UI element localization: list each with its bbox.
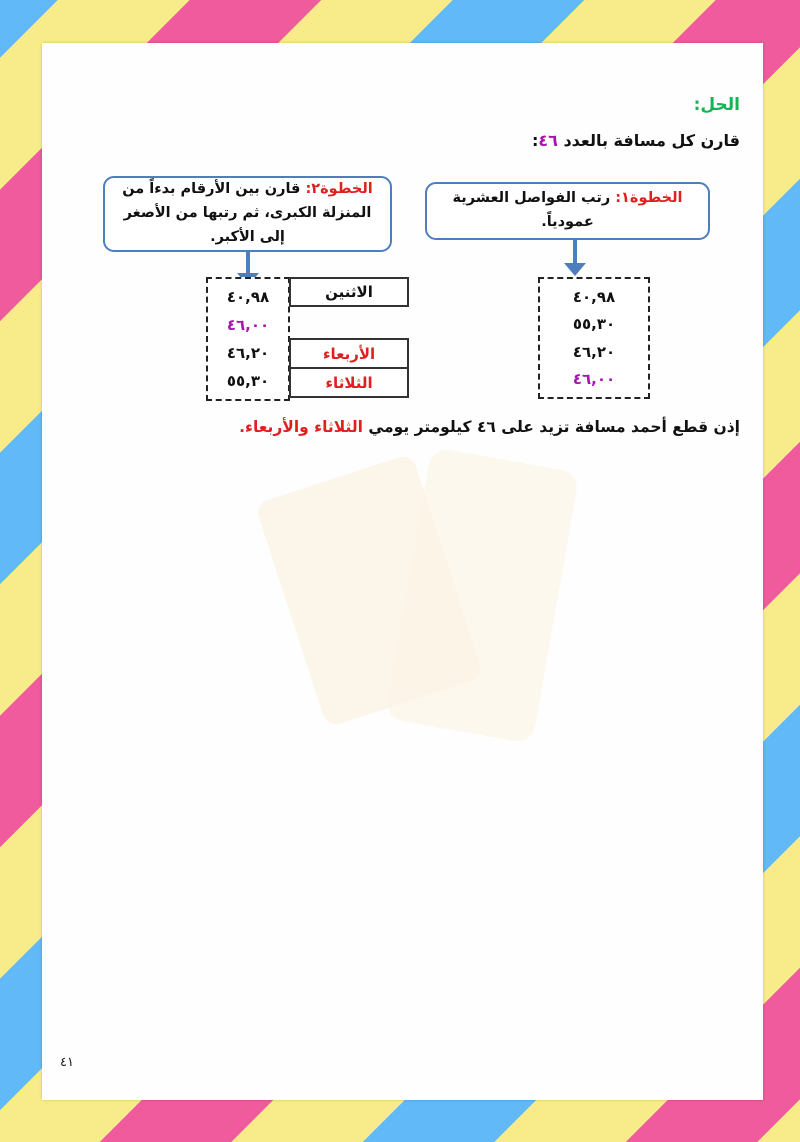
solution-heading: الحل: <box>693 95 740 115</box>
down-arrow-icon <box>564 240 586 276</box>
step1-numbers-box <box>538 277 650 399</box>
conclusion-line <box>239 418 740 436</box>
step2-numbers-box <box>206 277 290 401</box>
instruction-line <box>532 131 740 150</box>
step2-text <box>115 178 380 250</box>
step2-label: الخطوة٢: <box>305 181 373 198</box>
instruction-text: قارن كل مسافة بالعدد <box>557 131 740 150</box>
number-row: ٤٠,٩٨ <box>226 288 270 306</box>
conclusion-text: إذن قطع أحمد مسافة تزيد على ٤٦ كيلومتر يومي <box>362 418 740 436</box>
day-label-tuesday: الثلاثاء <box>289 367 409 398</box>
publisher-watermark-icon <box>384 447 579 744</box>
number-row-highlighted: ٤٦,٠٠ <box>572 370 616 389</box>
day-label-wednesday: الأربعاء <box>289 338 409 369</box>
conclusion-highlight: الثلاثاء والأربعاء. <box>239 418 363 436</box>
worksheet-page <box>42 43 763 1100</box>
arrow-head <box>564 263 586 276</box>
number-row-highlighted: ٤٦,٠٠ <box>226 316 270 334</box>
day-label-monday: الاثنين <box>289 277 409 307</box>
number-row: ٤٠,٩٨ <box>572 287 616 306</box>
instruction-colon: : <box>531 131 539 150</box>
arrow-stem <box>246 252 250 274</box>
step2-body: قارن بين الأرقام بدءاً من المنزلة الكبرى، ثم رتبها من الأصغر إلى الأكبر. <box>122 181 372 245</box>
arrow-stem <box>573 240 577 264</box>
step1-label: الخطوة١: <box>615 190 683 207</box>
step1-body: رتب الفواصل العشرية عمودياً. <box>452 190 616 230</box>
page-number: ٤١ <box>60 1055 74 1070</box>
step1-callout <box>425 182 710 240</box>
number-row: ٥٥,٣٠ <box>226 372 270 390</box>
number-row: ٥٥,٣٠ <box>572 315 616 334</box>
step2-callout <box>103 176 392 252</box>
number-row: ٤٦,٢٠ <box>226 344 270 362</box>
step1-text <box>437 187 698 235</box>
instruction-number: ٤٦ <box>538 131 558 150</box>
publisher-watermark-icon <box>255 453 485 727</box>
number-row: ٤٦,٢٠ <box>572 342 616 361</box>
